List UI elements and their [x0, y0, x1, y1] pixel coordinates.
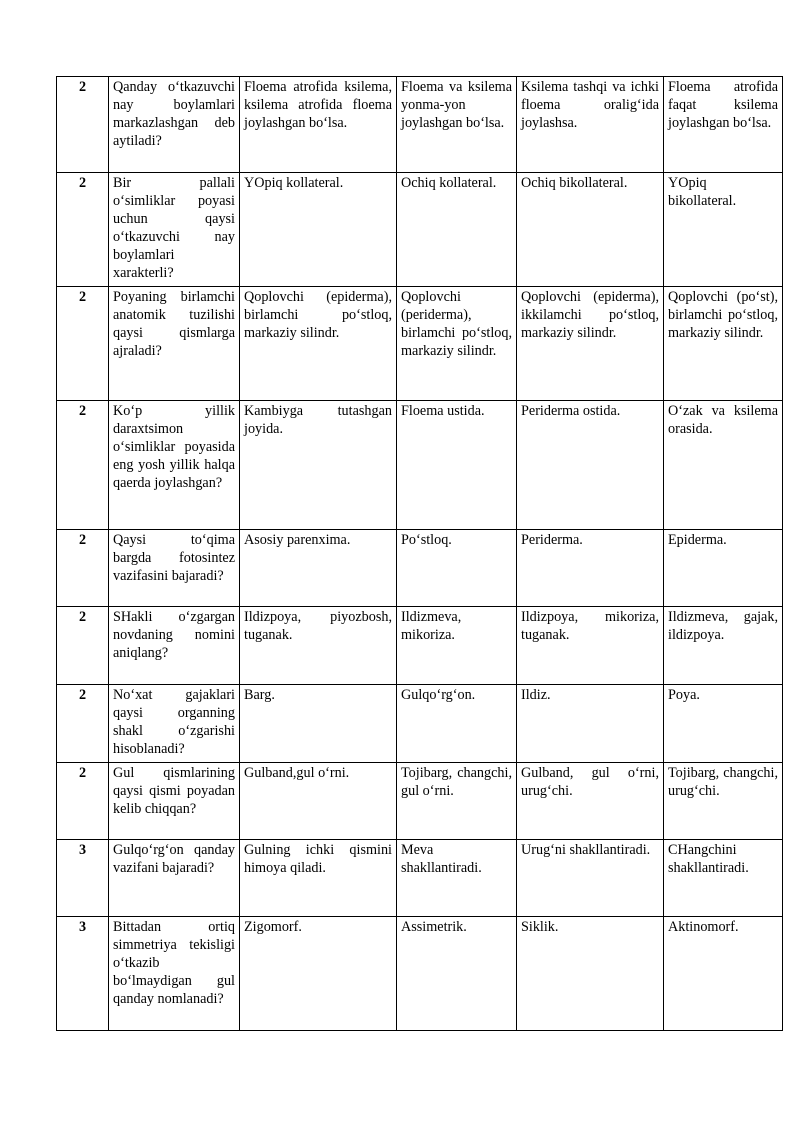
answer-cell-c: Ildiz.	[517, 685, 664, 763]
question-cell: Gulqo‘rg‘on qanday vazifani bajaradi?	[109, 840, 240, 917]
answer-cell-a: Barg.	[240, 685, 397, 763]
answer-cell-a: Gulband,gul o‘rni.	[240, 763, 397, 840]
question-cell: Bir pallali o‘simliklar poyasi uchun qaysi o‘tkazuvchi nay boylamlari xarakterli?	[109, 173, 240, 287]
score-cell: 2	[57, 77, 109, 173]
answer-cell-d: Qoplovchi (po‘st), birlamchi po‘stloq, markaziy silindr.	[664, 287, 783, 401]
table-row	[57, 530, 783, 607]
score-cell: 2	[57, 530, 109, 607]
score-cell: 2	[57, 607, 109, 685]
question-cell: SHakli o‘zgargan novdaning nomini aniqlang?	[109, 607, 240, 685]
quiz-table	[56, 76, 783, 1031]
answer-cell-a: Qoplovchi (epiderma), birlamchi po‘stloq, markaziy silindr.	[240, 287, 397, 401]
answer-cell-b: Ochiq kollateral.	[397, 173, 517, 287]
table-row	[57, 287, 783, 401]
answer-cell-d: O‘zak va ksilema orasida.	[664, 401, 783, 530]
answer-cell-c: Ildizpoya, mikoriza, tuganak.	[517, 607, 664, 685]
answer-cell-c: Gulband, gul o‘rni, urug‘chi.	[517, 763, 664, 840]
question-cell: Qaysi to‘qima bargda fotosintez vazifasini bajaradi?	[109, 530, 240, 607]
answer-cell-b: Po‘stloq.	[397, 530, 517, 607]
score-cell: 2	[57, 685, 109, 763]
question-cell: Qanday o‘tkazuvchi nay boylamlari markazlashgan deb aytiladi?	[109, 77, 240, 173]
answer-cell-a: Gulning ichki qismini himoya qiladi.	[240, 840, 397, 917]
answer-cell-c: Urug‘ni shakllantiradi.	[517, 840, 664, 917]
table-row	[57, 917, 783, 1031]
quiz-table-body	[57, 77, 783, 1031]
answer-cell-d: Aktinomorf.	[664, 917, 783, 1031]
answer-cell-c: Ochiq bikollateral.	[517, 173, 664, 287]
score-cell: 2	[57, 401, 109, 530]
score-cell: 2	[57, 173, 109, 287]
answer-cell-d: Tojibarg, changchi, urug‘chi.	[664, 763, 783, 840]
score-cell: 3	[57, 840, 109, 917]
answer-cell-c: Periderma ostida.	[517, 401, 664, 530]
answer-cell-b: Tojibarg, changchi, gul o‘rni.	[397, 763, 517, 840]
answer-cell-d: CHangchini shakllantiradi.	[664, 840, 783, 917]
answer-cell-c: Periderma.	[517, 530, 664, 607]
answer-cell-c: Siklik.	[517, 917, 664, 1031]
answer-cell-d: Floema atrofida faqat ksilema joylashgan bo‘lsa.	[664, 77, 783, 173]
question-cell: Ko‘p yillik daraxtsimon o‘simliklar poyasida eng yosh yillik halqa qaerda joylashgan?	[109, 401, 240, 530]
answer-cell-a: Zigomorf.	[240, 917, 397, 1031]
answer-cell-c: Ksilema tashqi va ichki floema oralig‘ida joylashsa.	[517, 77, 664, 173]
answer-cell-d: Ildizmeva, gajak, ildizpoya.	[664, 607, 783, 685]
answer-cell-a: Kambiyga tutashgan joyida.	[240, 401, 397, 530]
answer-cell-a: Asosiy parenxima.	[240, 530, 397, 607]
answer-cell-a: Ildizpoya, piyozbosh, tuganak.	[240, 607, 397, 685]
question-cell: No‘xat gajaklari qaysi organning shakl o‘zgarishi hisoblanadi?	[109, 685, 240, 763]
table-row	[57, 763, 783, 840]
answer-cell-b: Assimetrik.	[397, 917, 517, 1031]
question-cell: Poyaning birlamchi anatomik tuzilishi qaysi qismlarga ajraladi?	[109, 287, 240, 401]
score-cell: 3	[57, 917, 109, 1031]
table-row	[57, 840, 783, 917]
answer-cell-b: Ildizmeva, mikoriza.	[397, 607, 517, 685]
answer-cell-a: YOpiq kollateral.	[240, 173, 397, 287]
answer-cell-d: YOpiq bikollateral.	[664, 173, 783, 287]
answer-cell-a: Floema atrofida ksilema, ksilema atrofida floema joylashgan bo‘lsa.	[240, 77, 397, 173]
table-row	[57, 77, 783, 173]
table-row	[57, 401, 783, 530]
answer-cell-b: Meva shakllantiradi.	[397, 840, 517, 917]
table-row	[57, 173, 783, 287]
answer-cell-b: Qoplovchi (periderma), birlamchi po‘stloq, markaziy silindr.	[397, 287, 517, 401]
score-cell: 2	[57, 287, 109, 401]
answer-cell-b: Gulqo‘rg‘on.	[397, 685, 517, 763]
score-cell: 2	[57, 763, 109, 840]
question-cell: Gul qismlarining qaysi qismi poyadan kelib chiqqan?	[109, 763, 240, 840]
answer-cell-d: Poya.	[664, 685, 783, 763]
answer-cell-c: Qoplovchi (epiderma), ikkilamchi po‘stloq, markaziy silindr.	[517, 287, 664, 401]
answer-cell-b: Floema ustida.	[397, 401, 517, 530]
question-cell: Bittadan ortiq simmetriya tekisligi o‘tkazib bo‘lmaydigan gul qanday nomlanadi?	[109, 917, 240, 1031]
table-row	[57, 607, 783, 685]
answer-cell-b: Floema va ksilema yonma-yon joylashgan bo‘lsa.	[397, 77, 517, 173]
answer-cell-d: Epiderma.	[664, 530, 783, 607]
table-row	[57, 685, 783, 763]
